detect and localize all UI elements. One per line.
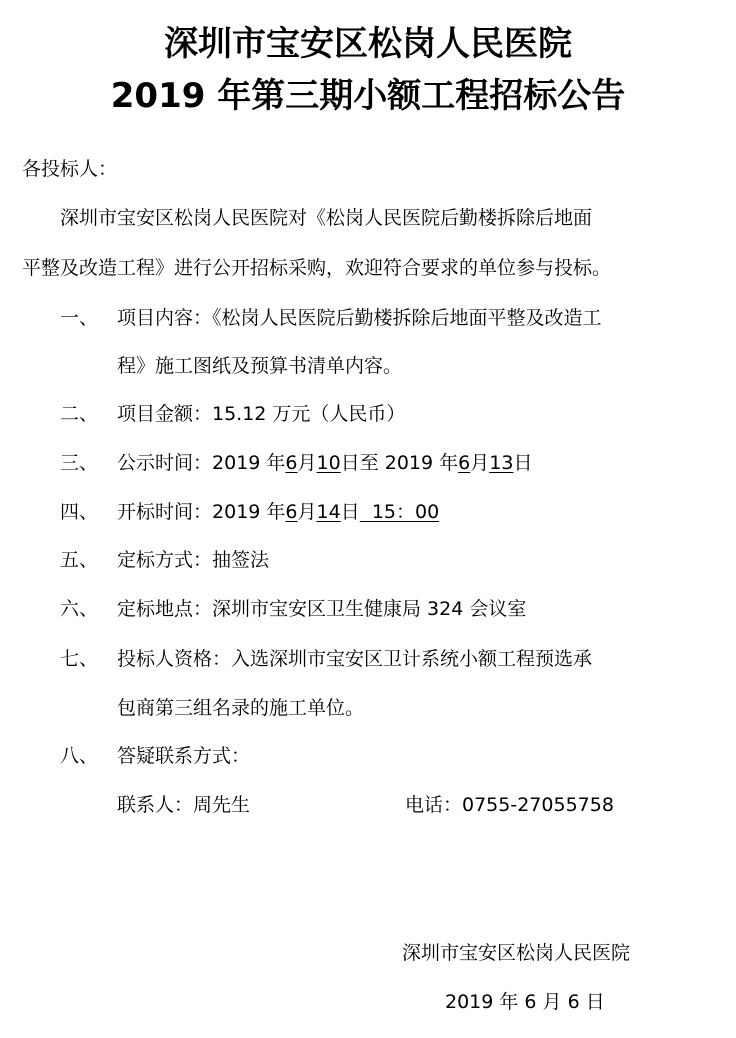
item-4-month-unit: 月 <box>297 501 317 523</box>
contact-phone: 电话：0755-27055758 <box>405 794 614 816</box>
document-title-line1: 深圳市宝安区松岗人民医院 <box>164 24 572 64</box>
salutation: 各投标人： <box>22 158 118 180</box>
item-1-line2: 程》施工图纸及预算书清单内容。 <box>117 355 403 377</box>
item-5-text: 定标方式：抽签法 <box>117 549 270 571</box>
item-1-number: 一、 <box>60 307 99 329</box>
item-3-month-unit2: 月 <box>470 452 490 474</box>
item-3-label: 公示时间： <box>117 452 213 474</box>
item-5-number: 五、 <box>60 549 99 571</box>
document-title-line2: 2019 年第三期小额工程招标公告 <box>110 76 626 116</box>
item-3-text <box>117 450 532 476</box>
item-6-text: 定标地点：深圳市宝安区卫生健康局 324 会议室 <box>117 598 527 620</box>
item-7-line1: 投标人资格：入选深圳市宝安区卫计系统小额工程预选承 <box>117 648 593 670</box>
signature-date: 2019 年 6 月 6 日 <box>445 991 605 1013</box>
item-4-label: 开标时间： <box>117 501 213 523</box>
item-4-time: 15：00 <box>359 501 440 523</box>
item-7-number: 七、 <box>60 648 99 670</box>
item-3-year1: 2019 年 <box>212 452 286 474</box>
item-3-month1: 6 <box>285 452 298 474</box>
item-7-line2: 包商第三组名录的施工单位。 <box>117 697 365 719</box>
item-6-number: 六、 <box>60 598 99 620</box>
signature-organization: 深圳市宝安区松岗人民医院 <box>402 942 631 964</box>
intro-line1: 深圳市宝安区松岗人民医院对《松岗人民医院后勤楼拆除后地面 <box>60 207 593 229</box>
item-1-line1: 项目内容：《松岗人民医院后勤楼拆除后地面平整及改造工 <box>117 307 602 329</box>
item-3-to: 日至 2019 年 <box>340 452 459 474</box>
intro-line2: 平整及改造工程》进行公开招标采购，欢迎符合要求的单位参与投标。 <box>22 257 612 279</box>
item-8-text: 答疑联系方式： <box>117 745 251 767</box>
item-3-day-unit: 日 <box>513 452 533 474</box>
item-3-day2: 13 <box>489 452 514 474</box>
item-4-text <box>117 499 439 525</box>
item-3-number: 三、 <box>60 452 99 474</box>
item-4-day-unit: 日 <box>340 501 360 523</box>
item-3-month2: 6 <box>458 452 471 474</box>
item-4-month: 6 <box>285 501 298 523</box>
item-4-year: 2019 年 <box>212 501 286 523</box>
item-2-text: 项目金额：15.12 万元（人民币） <box>117 403 406 425</box>
item-3-month-unit1: 月 <box>297 452 317 474</box>
item-4-number: 四、 <box>60 501 99 523</box>
contact-person: 联系人：周先生 <box>117 794 251 816</box>
item-8-number: 八、 <box>60 745 99 767</box>
item-3-day1: 10 <box>316 452 341 474</box>
item-4-day: 14 <box>316 501 341 523</box>
item-2-number: 二、 <box>60 403 99 425</box>
